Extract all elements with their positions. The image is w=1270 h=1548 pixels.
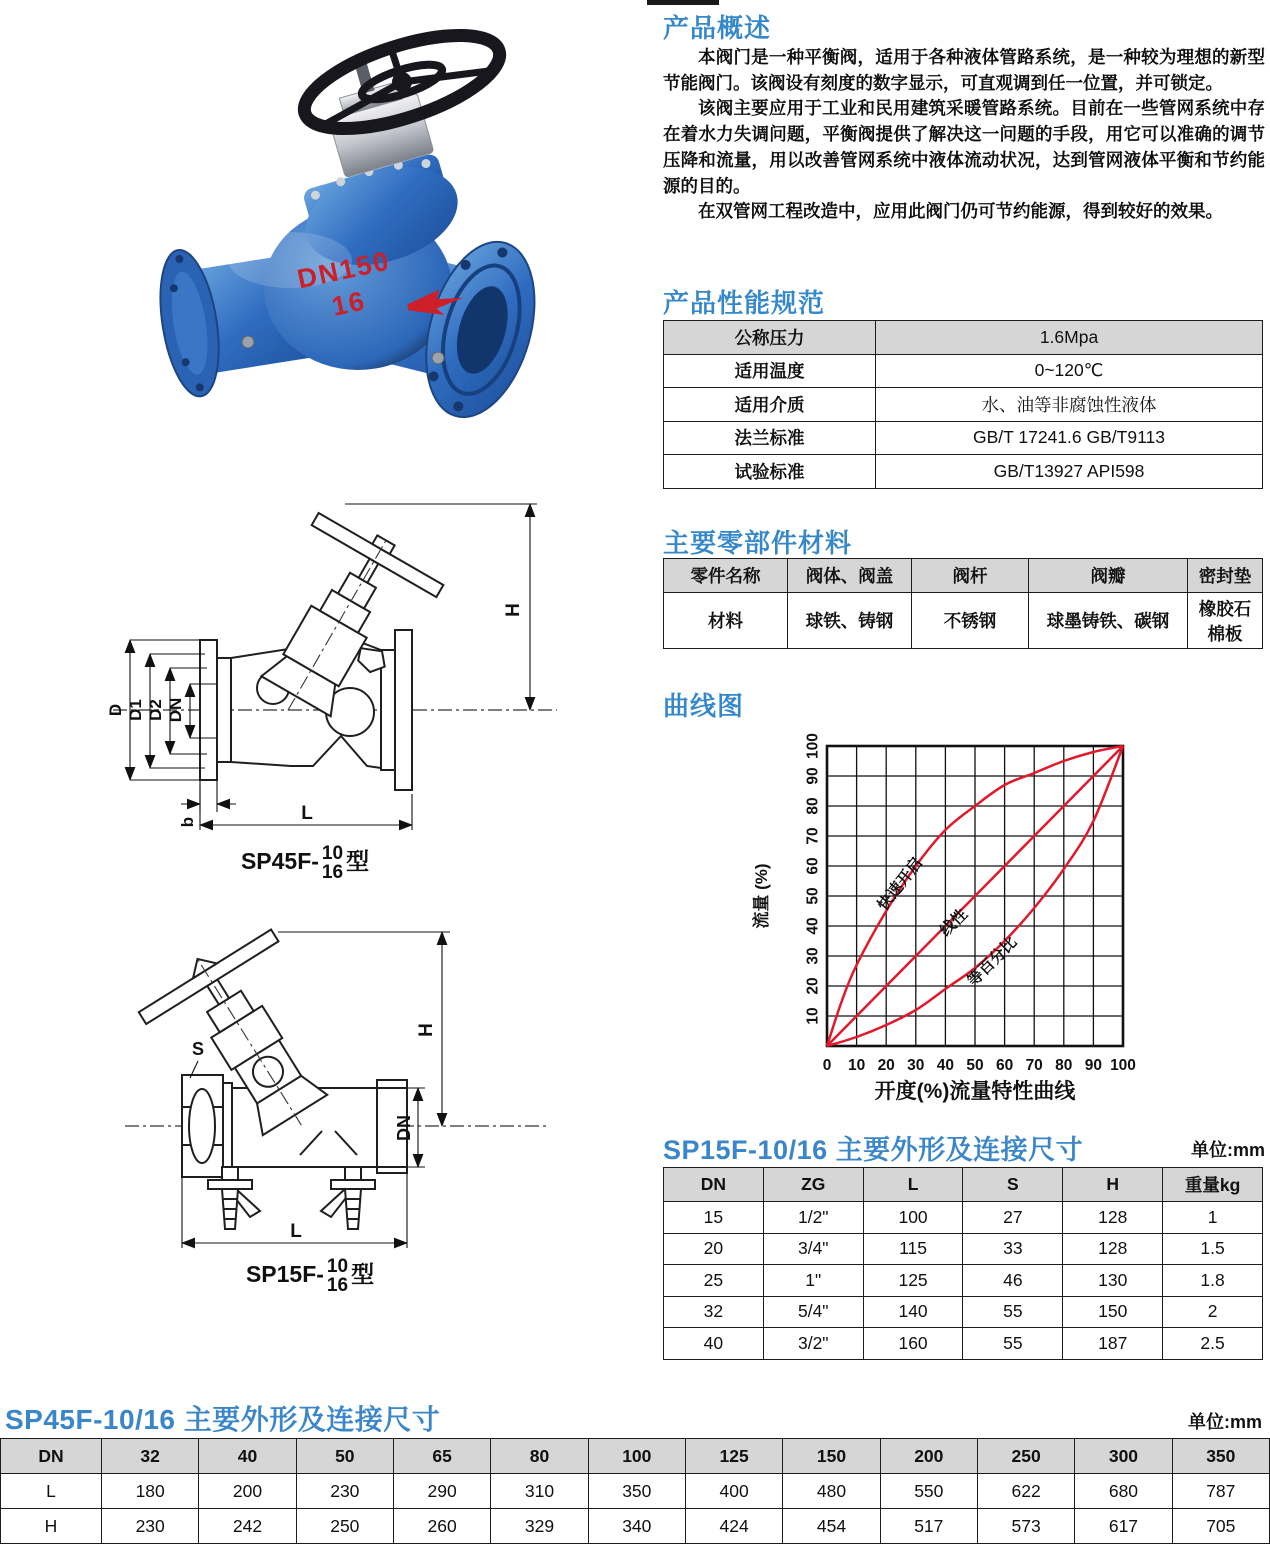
materials-table [663,558,1263,649]
section-heading-overview: 产品概述 [663,13,772,43]
table-header-cell: 阀体、阀盖 [788,559,912,593]
table-cell: 15 [664,1202,764,1234]
table-cell: 1.8 [1163,1265,1263,1297]
table-cell: 不锈钢 [912,593,1029,649]
svg-text:10: 10 [847,1057,866,1074]
dim-label-L: L [290,1221,302,1242]
table-row [664,593,1263,649]
table-cell: 230 [102,1509,199,1544]
table-header-cell: 阀瓣 [1029,559,1188,593]
table-header-cell: 200 [880,1439,977,1474]
unit-label-sp45f: 单位:mm [1187,1412,1262,1432]
flow-characteristic-chart [663,724,1263,1109]
table-row [664,1328,1263,1360]
svg-text:70: 70 [1025,1057,1043,1074]
table-header-cell: DN [664,1168,764,1202]
table-cell: 3/4" [763,1233,863,1265]
chart-series-label: 等百分比 [964,933,1021,990]
table-cell: 705 [1172,1509,1269,1544]
table-row [1,1474,1270,1509]
table-header-row [664,559,1263,593]
table-cell: 230 [296,1474,393,1509]
unit-label-sp15f: 单位:mm [1190,1140,1265,1160]
caption-suffix: 型 [346,848,370,874]
table-cell: GB/T13927 API598 [876,455,1263,489]
table-cell: H [1,1509,102,1544]
spec-table [663,320,1263,489]
chart-series-label: 线性 [937,905,972,940]
table-cell: 适用温度 [664,354,876,388]
print-artifact [647,0,719,5]
table-cell: 0~120℃ [876,354,1263,388]
table-cell: 法兰标准 [664,421,876,455]
table-cell: 517 [880,1509,977,1544]
table-cell: 128 [1063,1233,1163,1265]
dim-label-D2: D2 [146,699,165,721]
table-cell: 27 [963,1202,1063,1234]
table-cell: 329 [491,1509,588,1544]
sp45f-dimension-table [0,1438,1270,1544]
table-cell: 200 [199,1474,296,1509]
table-cell: 250 [296,1509,393,1544]
table-cell: 160 [863,1328,963,1360]
table-cell: 787 [1172,1474,1269,1509]
table-cell: 125 [863,1265,963,1297]
sp15f-dimension-table [663,1167,1263,1360]
svg-text:90: 90 [804,767,822,785]
dim-label-DN: DN [394,1115,414,1141]
table-cell: 2 [1163,1296,1263,1328]
table-header-cell: 150 [783,1439,880,1474]
caption-model: SP45F- [240,848,319,874]
table-cell: 350 [588,1474,685,1509]
table-row [664,1265,1263,1297]
dim-label-S: S [191,1039,205,1059]
svg-text:80: 80 [1055,1057,1073,1074]
table-cell: 2.5 [1163,1328,1263,1360]
valve-marking-dn: DN150 [294,245,393,295]
drawing-sp45f [95,490,580,840]
table-row [1,1509,1270,1544]
dim-label-D: D [106,703,125,717]
table-header-cell: 350 [1172,1439,1269,1474]
table-header-cell: 阀杆 [912,559,1029,593]
caption-frac-top: 10 [326,1255,349,1277]
drawing-caption-sp15f [150,1256,470,1295]
dim-label-H: H [416,1023,437,1037]
table-cell: 260 [393,1509,490,1544]
table-cell: 适用介质 [664,388,876,422]
svg-text:60: 60 [995,1057,1014,1074]
table-header-cell: 250 [977,1439,1074,1474]
table-cell: 242 [199,1509,296,1544]
table-cell: 25 [664,1265,764,1297]
svg-text:20: 20 [804,977,822,995]
valve-body-illustration [151,20,553,420]
table-cell: 115 [863,1233,963,1265]
svg-text:0: 0 [822,1057,832,1074]
table-header-cell: L [863,1168,963,1202]
table-header-cell: 重量kg [1163,1168,1263,1202]
table-cell: 680 [1075,1474,1172,1509]
dim-label-H: H [503,603,524,617]
table-cell: 340 [588,1509,685,1544]
overview-paragraph: 该阀主要应用于工业和民用建筑采暖管路系统。目前在一些管网系统中存在着水力失调问题，平衡阀提供了解决这一问题的手段，用它可以准确的调节压降和流量，用以改善管网系统中液体流动状况，达到管网液体平衡和节约能源的目的。 [663,98,1265,196]
table-cell: 550 [880,1474,977,1509]
table-cell: 573 [977,1509,1074,1544]
svg-text:30: 30 [804,947,822,965]
table-cell: 1 [1163,1202,1263,1234]
table-header-cell: S [963,1168,1063,1202]
table-header-cell: 50 [296,1439,393,1474]
table-row [664,1296,1263,1328]
svg-text:40: 40 [804,917,822,935]
valve-marking-pn: 16 [329,285,369,322]
drawing-caption-sp45f [145,843,465,882]
table-cell: 橡胶石棉板 [1188,593,1263,649]
caption-frac-bottom: 16 [326,1274,349,1296]
caption-frac-bottom: 16 [321,861,344,883]
table-header-cell: 80 [491,1439,588,1474]
table-cell: 187 [1063,1328,1163,1360]
table-cell: 310 [491,1474,588,1509]
table-header-cell: H [1063,1168,1163,1202]
dim-label-D1: D1 [126,699,145,721]
section-heading-specs: 产品性能规范 [663,288,826,318]
table-cell: 1.5 [1163,1233,1263,1265]
svg-text:50: 50 [804,887,822,905]
caption-frac-top: 10 [321,842,344,864]
table-cell: 40 [664,1328,764,1360]
table-cell: 617 [1075,1509,1172,1544]
product-photo [140,20,570,420]
table-cell: 32 [664,1296,764,1328]
table-cell: 130 [1063,1265,1163,1297]
svg-text:40: 40 [936,1057,955,1074]
section-heading-sp15f: SP15F-10/16 主要外形及连接尺寸 [663,1135,1084,1165]
section-heading-sp45f: SP45F-10/16 主要外形及连接尺寸 [5,1404,441,1435]
table-cell: 1" [763,1265,863,1297]
svg-text:60: 60 [804,857,822,875]
caption-suffix: 型 [351,1261,375,1287]
svg-text:10: 10 [804,1007,822,1025]
caption-model: SP15F- [245,1261,324,1287]
table-cell: 46 [963,1265,1063,1297]
table-cell: 33 [963,1233,1063,1265]
table-cell: 55 [963,1296,1063,1328]
table-cell: 5/4" [763,1296,863,1328]
table-cell: 480 [783,1474,880,1509]
table-cell: 20 [664,1233,764,1265]
table-header-row [1,1439,1270,1474]
table-cell: 622 [977,1474,1074,1509]
section-heading-materials: 主要零部件材料 [663,528,853,558]
dim-label-b: b [178,816,197,828]
table-cell: 100 [863,1202,963,1234]
table-cell: 球墨铸铁、碳钢 [1029,593,1188,649]
table-header-cell: ZG [763,1168,863,1202]
overview-paragraph: 在双管网工程改造中，应用此阀门仍可节约能源，得到较好的效果。 [698,201,1223,222]
dim-label-L: L [301,803,313,824]
table-row [664,1233,1263,1265]
table-cell: 试验标准 [664,455,876,489]
table-cell: 球铁、铸钢 [788,593,912,649]
table-cell: 424 [685,1509,782,1544]
svg-text:90: 90 [1084,1057,1103,1074]
table-header-cell: 密封垫 [1188,559,1263,593]
table-row [664,1202,1263,1234]
table-cell: L [1,1474,102,1509]
table-cell: GB/T 17241.6 GB/T9113 [876,421,1263,455]
chart-caption: 开度(%)流量特性曲线 [874,1080,1076,1103]
table-cell: 1.6Mpa [876,321,1263,355]
table-cell: 公称压力 [664,321,876,355]
table-cell: 3/2" [763,1328,863,1360]
table-cell: 1/2" [763,1202,863,1234]
table-row [664,354,1263,388]
svg-text:100: 100 [804,733,822,759]
table-row [664,388,1263,422]
table-header-cell: 32 [102,1439,199,1474]
svg-text:100: 100 [1110,1057,1136,1074]
overview-paragraph: 本阀门是一种平衡阀，适用于各种液体管路系统，是一种较为理想的新型节能阀门。该阀设有刻度的数字显示，可直观调到任一位置，并可锁定。 [663,47,1265,93]
dim-label-DN: DN [166,697,185,723]
svg-text:50: 50 [966,1057,984,1074]
section-heading-curve: 曲线图 [663,691,745,721]
svg-text:20: 20 [877,1057,895,1074]
table-cell: 454 [783,1509,880,1544]
table-cell: 290 [393,1474,490,1509]
table-cell: 材料 [664,593,788,649]
drawing-sp15f [110,915,570,1260]
table-header-cell: 65 [393,1439,490,1474]
table-row [664,455,1263,489]
table-cell: 水、油等非腐蚀性液体 [876,388,1263,422]
table-header-cell: 300 [1075,1439,1172,1474]
svg-text:80: 80 [804,797,822,815]
svg-text:70: 70 [804,827,822,845]
chart-y-axis-label: 流量 (%) [752,863,771,929]
svg-text:30: 30 [907,1057,925,1074]
table-header-cell: 零件名称 [664,559,788,593]
table-cell: 140 [863,1296,963,1328]
overview-paragraphs [663,45,1265,225]
table-row [664,421,1263,455]
table-cell: 55 [963,1328,1063,1360]
table-row [664,321,1263,355]
table-cell: 180 [102,1474,199,1509]
table-cell: 128 [1063,1202,1163,1234]
table-header-cell: DN [1,1439,102,1474]
table-header-row [664,1168,1263,1202]
table-header-cell: 40 [199,1439,296,1474]
table-cell: 150 [1063,1296,1163,1328]
table-cell: 400 [685,1474,782,1509]
table-header-cell: 100 [588,1439,685,1474]
table-header-cell: 125 [685,1439,782,1474]
chart-series-label: 快速开启 [874,854,927,914]
